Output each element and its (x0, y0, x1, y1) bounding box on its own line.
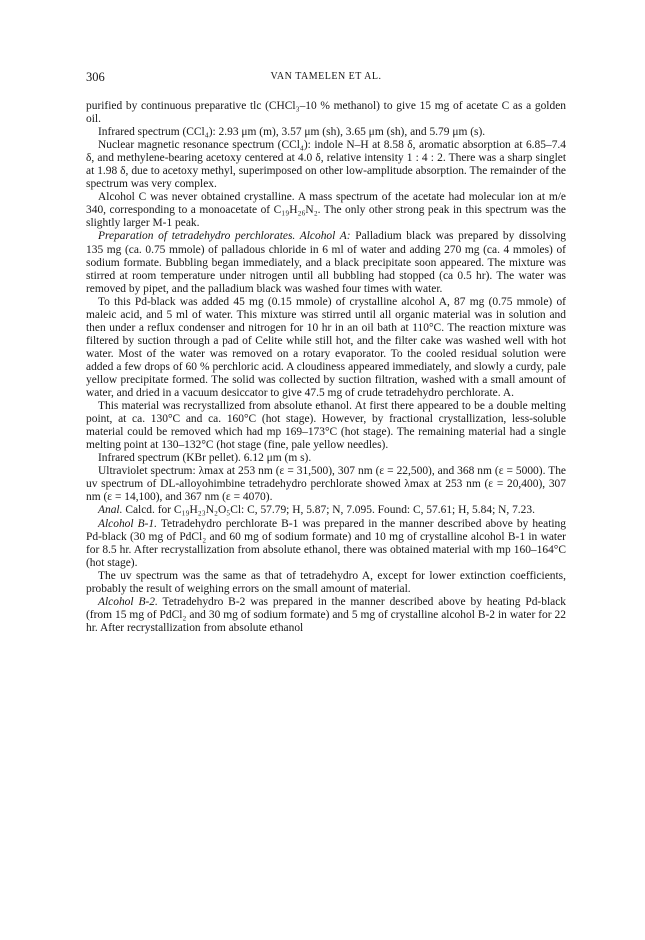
paragraph-lead: Anal. (98, 504, 123, 517)
paragraph: This material was recrystallized from absolute ethanol. At first there appeared to be a double melting point, at ca. 130°C and ca. 160°C (hot stage). However, by fractional crystallization, less-soluble material could be removed which had mp 169–173°C (hot stage). The remaining material had a single melting point at 130–132°C (hot stage (fine, pale yellow needles). (86, 400, 566, 452)
paragraph: purified by continuous preparative tlc (CHCl₃–10 % methanol) to give 15 mg of acetate C as a golden oil. (86, 100, 566, 126)
paragraph-lead: Alcohol B-2. (98, 595, 158, 608)
page-header (86, 70, 566, 86)
paragraph: Infrared spectrum (CCl₄): 2.93 μm (m), 3.57 μm (sh), 3.65 μm (sh), and 5.79 μm (s). (98, 126, 486, 139)
paragraph: Alcohol C was never obtained crystalline. A mass spectrum of the acetate had molecular ion at m/e 340, corresponding to a monoacetate of C₁₉H₂₆N₂. The only other strong peak in this spectrum was the slightly larger M-1 peak. (86, 191, 566, 230)
paragraph: Ultraviolet spectrum: λmax at 253 nm (ε = 31,500), 307 nm (ε = 22,500), and 368 nm (ε = 5000). The uv spectrum of DL-alloyohimbine tetradehydro perchlorate showed λmax at 253 nm (ε = 20,400), 307 nm (ε = 14,100), and 367 nm (ε = 4070). (86, 465, 566, 504)
paragraph: To this Pd-black was added 45 mg (0.15 mmole) of crystalline alcohol A, 87 mg (0.75 mmole) of maleic acid, and 5 ml of water. This mixture was stirred until all organic material was in solution and then under a reflux condenser and nitrogen for 10 hr in an oil bath at 110°C. The reaction mixture was filtered by suction through a pad of Celite while still hot, and the filter cake was washed well with hot water. Most of the water was removed on a rotary evaporator. To the cooled residual solution were added a few drops of 60 % perchloric acid. A cloudiness appeared immediately, and slowly a curdy, pale yellow precipitate formed. The solid was collected by suction filtration, washed with a small amount of water, and dried in a vacuum desiccator to give 47.5 mg of crude tetradehydro perchlorate. A. (86, 295, 566, 400)
paragraph: Preparation of tetradehydro perchlorates. Alcohol A: Palladium black was prepared by dissolving 135 mg (ca. 0.75 mmole) of palladous chloride in 6 ml of water and adding 270 mg (ca. 4 mmoles) of sodium formate. Bubbling began immediately, and a black precipitate soon appeared. The mixture was stirred at room temperature under nitrogen until all bubbling had stopped (ca 0.5 hr). The water was removed by pipet, and the palladium black was washed four times with water. (86, 230, 566, 295)
body-text (86, 100, 566, 635)
running-head: VAN TAMELEN ET AL. (270, 71, 382, 82)
paragraph: Alcohol B-1. Tetradehydro perchlorate B-1 was prepared in the manner described above by heating Pd-black (30 mg of PdCl₂ and 60 mg of sodium formate) and 10 mg of crystalline alcohol B-1 in water for 8.5 hr. After recrystallization from absolute ethanol, there was obtained material with mp 160–164°C (hot stage). (86, 517, 566, 569)
paragraph-lead: Preparation of tetradehydro perchlorates. Alcohol A: (98, 230, 351, 243)
paragraph: Nuclear magnetic resonance spectrum (CCl₄): indole N–H at 8.58 δ, aromatic absorption at 6.85–7.4 δ, and methylene-bearing acetoxy centered at 4.0 δ, relative intensity 1 : 4 : 2. There was a sharp singlet at 1.98 δ, due to acetoxy methyl, superimposed on other low-amplitude absorption. The remainder of the spectrum was very complex. (86, 139, 566, 191)
page-number: 306 (86, 70, 105, 84)
paragraph-lead: Alcohol B-1. (98, 517, 157, 530)
paragraph: Anal. Calcd. for C₁₉H₂₃N₂O₅Cl: C, 57.79; H, 5.87; N, 7.095. Found: C, 57.61; H, 5.84; N, 7.23. (98, 504, 535, 517)
paragraph: The uv spectrum was the same as that of tetradehydro A, except for lower extinction coefficients, probably the result of weighing errors on the small amount of material. (86, 569, 566, 595)
paragraph: Infrared spectrum (KBr pellet). 6.12 μm (m s). (98, 452, 312, 465)
paragraph: Alcohol B-2. Tetradehydro B-2 was prepared in the manner described above by heating Pd-black (from 15 mg of PdCl₂ and 30 mg of sodium formate) and 5 mg of crystalline alcohol B-2 in water for 22 hr. After recrystallization from absolute ethanol (86, 595, 566, 634)
